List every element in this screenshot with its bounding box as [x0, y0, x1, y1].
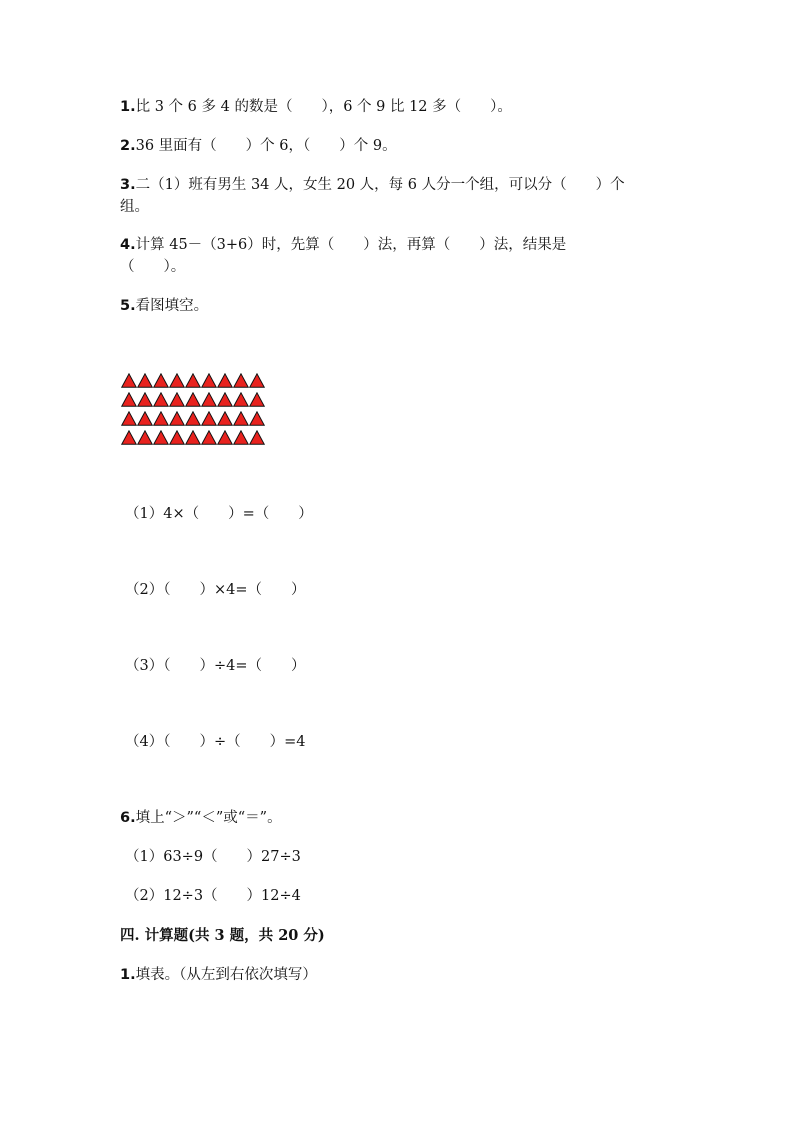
triangle-icon — [153, 430, 169, 445]
question-number: 1. — [120, 99, 136, 115]
triangle-icon — [201, 392, 217, 407]
question-2 — [120, 135, 397, 157]
triangle-icon — [233, 430, 249, 445]
section-heading: 四. 计算题(共 3 题，共 20 分) — [120, 927, 325, 944]
triangle-icon — [249, 430, 265, 445]
triangle-icon — [169, 373, 185, 388]
triangle-icon — [249, 411, 265, 426]
triangle-icon — [217, 411, 233, 426]
triangle-icon — [233, 373, 249, 388]
triangle-icon — [201, 373, 217, 388]
question-number: 6. — [120, 810, 136, 826]
triangle-icon — [249, 392, 265, 407]
triangle-icon — [121, 430, 137, 445]
question-4 — [120, 234, 566, 256]
question-5-sub-4: （4）（ ）÷（ ）=4 — [125, 734, 306, 750]
question-5 — [120, 295, 208, 317]
triangle-icon — [233, 411, 249, 426]
question-text: 比 3 个 6 多 4 的数是（ ），6 个 9 比 12 多（ ）。 — [135, 99, 512, 115]
triangle-icon — [169, 430, 185, 445]
triangle-icon — [217, 373, 233, 388]
triangle-icon — [201, 411, 217, 426]
triangle-row — [121, 373, 265, 392]
question-6 — [120, 807, 282, 829]
question-text: 二（1）班有男生 34 人，女生 20 人，每 6 人分一个组，可以分（ ）个 — [135, 177, 625, 193]
triangle-icon — [185, 392, 201, 407]
question-5-sub-2: （2）（ ）×4=（ ） — [125, 582, 306, 598]
question-5-sub-1: （1）4×（ ）=（ ） — [125, 506, 313, 522]
triangle-row — [121, 430, 265, 449]
triangle-grid — [121, 373, 265, 449]
question-3-continued: 组。 — [120, 199, 149, 215]
triangle-icon — [153, 373, 169, 388]
triangle-icon — [217, 430, 233, 445]
question-text: 填上“＞”“＜”或“＝”。 — [135, 810, 282, 826]
triangle-icon — [121, 392, 137, 407]
question-5-sub-3: （3）（ ）÷4=（ ） — [125, 658, 306, 674]
triangle-icon — [201, 430, 217, 445]
question-number: 2. — [120, 138, 136, 154]
triangle-row — [121, 411, 265, 430]
triangle-icon — [137, 430, 153, 445]
triangle-icon — [185, 430, 201, 445]
question-6-sub-1: （1）63÷9（ ）27÷3 — [125, 849, 301, 865]
triangle-icon — [185, 373, 201, 388]
triangle-icon — [249, 373, 265, 388]
question-3 — [120, 174, 625, 196]
triangle-icon — [185, 411, 201, 426]
triangle-icon — [137, 392, 153, 407]
question-text: 填表。（从左到右依次填写） — [135, 967, 317, 983]
question-text: 36 里面有（ ）个 6，（ ）个 9。 — [135, 138, 397, 154]
question-1 — [120, 96, 512, 118]
triangle-icon — [153, 392, 169, 407]
triangle-icon — [153, 411, 169, 426]
triangle-icon — [137, 373, 153, 388]
question-number: 4. — [120, 237, 136, 253]
question-4-continued: （ ）。 — [120, 259, 186, 275]
section-4-question-1 — [120, 964, 317, 986]
question-text: 计算 45－（3+6）时，先算（ ）法，再算（ ）法，结果是 — [135, 237, 567, 253]
triangle-icon — [217, 392, 233, 407]
triangle-icon — [121, 373, 137, 388]
question-number: 1. — [120, 967, 136, 983]
triangle-icon — [169, 392, 185, 407]
triangle-icon — [137, 411, 153, 426]
question-6-sub-2: （2）12÷3（ ）12÷4 — [125, 888, 301, 904]
triangle-icon — [121, 411, 137, 426]
triangle-icon — [169, 411, 185, 426]
question-text: 看图填空。 — [135, 298, 209, 314]
question-number: 3. — [120, 177, 136, 193]
question-number: 5. — [120, 298, 136, 314]
triangle-row — [121, 392, 265, 411]
triangle-icon — [233, 392, 249, 407]
